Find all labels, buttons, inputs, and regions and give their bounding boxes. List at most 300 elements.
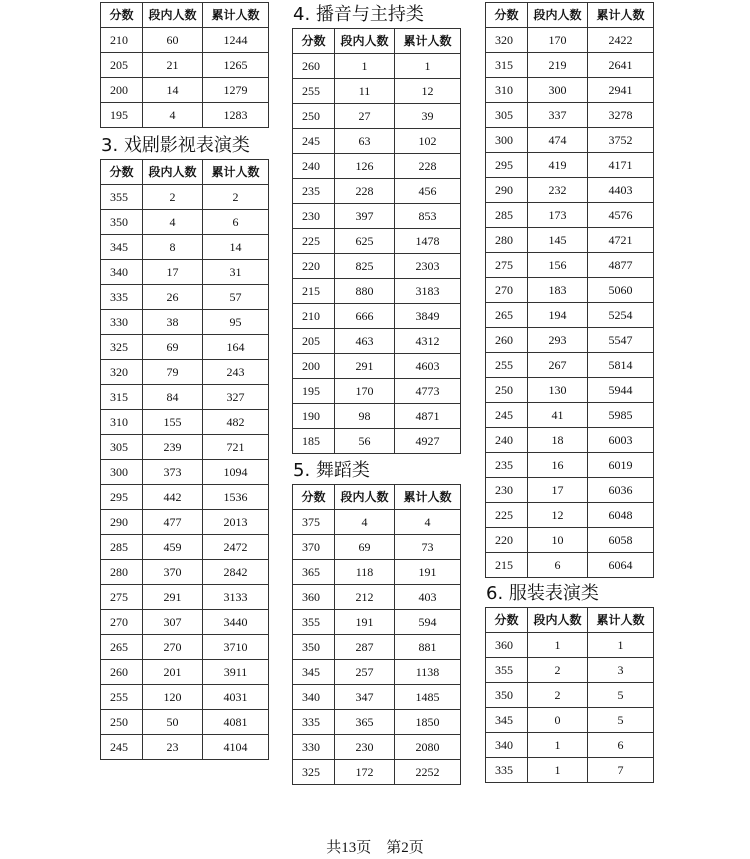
- score-cell: 290: [101, 510, 143, 535]
- score-cell: 305: [486, 103, 528, 128]
- score-cell: 340: [101, 260, 143, 285]
- score-table: [485, 2, 654, 578]
- segment-count-cell: 459: [143, 535, 203, 560]
- table-row: [101, 560, 269, 585]
- score-cell: 240: [486, 428, 528, 453]
- segment-count-cell: 291: [143, 585, 203, 610]
- segment-count-cell: 194: [528, 303, 588, 328]
- segment-count-cell: 293: [528, 328, 588, 353]
- cumulative-count-cell: 2252: [395, 760, 461, 785]
- table-row: [293, 404, 461, 429]
- column-right: [485, 2, 654, 783]
- table-row: [486, 153, 654, 178]
- segment-count-cell: 126: [335, 154, 395, 179]
- table-row: [486, 278, 654, 303]
- score-cell: 275: [486, 253, 528, 278]
- table-row: [293, 735, 461, 760]
- cumulative-count-cell: 1: [395, 54, 461, 79]
- table-row: [293, 610, 461, 635]
- section-title: 4. 播音与主持类: [293, 4, 424, 25]
- cumulative-count-cell: 4877: [588, 253, 654, 278]
- segment-count-cell: 4: [143, 210, 203, 235]
- cumulative-count-cell: 1: [588, 633, 654, 658]
- segment-count-cell: 2: [528, 683, 588, 708]
- score-cell: 265: [486, 303, 528, 328]
- segment-count-cell: 219: [528, 53, 588, 78]
- table-row: [101, 103, 269, 128]
- score-cell: 260: [101, 660, 143, 685]
- segment-count-cell: 397: [335, 204, 395, 229]
- cumulative-count-cell: 4: [395, 510, 461, 535]
- header-row: [293, 29, 461, 54]
- cumulative-count-cell: 2422: [588, 28, 654, 53]
- segment-count-cell: 172: [335, 760, 395, 785]
- score-cell: 350: [101, 210, 143, 235]
- cumulative-count-cell: 6: [588, 733, 654, 758]
- segment-count-cell: 880: [335, 279, 395, 304]
- cumulative-count-cell: 12: [395, 79, 461, 104]
- segment-count-cell: 173: [528, 203, 588, 228]
- table-row: [101, 78, 269, 103]
- segment-count-cell: 118: [335, 560, 395, 585]
- segment-count-cell: 2: [143, 185, 203, 210]
- score-cell: 360: [293, 585, 335, 610]
- cumulative-count-cell: 3710: [203, 635, 269, 660]
- table-row: [101, 635, 269, 660]
- cumulative-count-cell: 721: [203, 435, 269, 460]
- score-cell: 250: [486, 378, 528, 403]
- segment-count-cell: 130: [528, 378, 588, 403]
- table-row: [101, 585, 269, 610]
- score-cell: 315: [486, 53, 528, 78]
- column-header: 段内人数: [335, 29, 395, 54]
- segment-count-cell: 270: [143, 635, 203, 660]
- score-cell: 370: [293, 535, 335, 560]
- score-cell: 345: [293, 660, 335, 685]
- table-row: [486, 453, 654, 478]
- table-row: [293, 79, 461, 104]
- header-row: [293, 485, 461, 510]
- table-row: [101, 660, 269, 685]
- table-row: [486, 103, 654, 128]
- table-row: [293, 635, 461, 660]
- table-row: [101, 610, 269, 635]
- table-row: [486, 428, 654, 453]
- table-block-t5-cont: [485, 2, 654, 578]
- table-row: [101, 335, 269, 360]
- segment-count-cell: 16: [528, 453, 588, 478]
- score-cell: 220: [486, 528, 528, 553]
- table-block-t4: [292, 4, 461, 454]
- cumulative-count-cell: 6036: [588, 478, 654, 503]
- score-cell: 335: [486, 758, 528, 783]
- segment-count-cell: 17: [143, 260, 203, 285]
- cumulative-count-cell: 39: [395, 104, 461, 129]
- cumulative-count-cell: 1850: [395, 710, 461, 735]
- table-row: [486, 53, 654, 78]
- cumulative-count-cell: 6: [203, 210, 269, 235]
- table-row: [486, 128, 654, 153]
- table-row: [486, 403, 654, 428]
- table-row: [101, 260, 269, 285]
- cumulative-count-cell: 1478: [395, 229, 461, 254]
- score-cell: 205: [293, 329, 335, 354]
- cumulative-count-cell: 3183: [395, 279, 461, 304]
- section-title: 6. 服装表演类: [486, 583, 599, 604]
- table-row: [101, 410, 269, 435]
- column-header: 分数: [101, 3, 143, 28]
- table-row: [486, 478, 654, 503]
- segment-count-cell: 27: [335, 104, 395, 129]
- cumulative-count-cell: 4927: [395, 429, 461, 454]
- score-cell: 190: [293, 404, 335, 429]
- cumulative-count-cell: 5944: [588, 378, 654, 403]
- segment-count-cell: 625: [335, 229, 395, 254]
- cumulative-count-cell: 5060: [588, 278, 654, 303]
- segment-count-cell: 0: [528, 708, 588, 733]
- segment-count-cell: 1: [528, 733, 588, 758]
- table-row: [486, 78, 654, 103]
- score-cell: 345: [486, 708, 528, 733]
- table-row: [293, 685, 461, 710]
- table-row: [486, 503, 654, 528]
- column-header: 分数: [486, 3, 528, 28]
- table-row: [293, 510, 461, 535]
- score-cell: 240: [293, 154, 335, 179]
- score-cell: 295: [486, 153, 528, 178]
- table-row: [486, 203, 654, 228]
- score-cell: 185: [293, 429, 335, 454]
- score-cell: 215: [486, 553, 528, 578]
- score-table: [485, 607, 654, 783]
- score-cell: 200: [101, 78, 143, 103]
- score-cell: 330: [293, 735, 335, 760]
- cumulative-count-cell: 5814: [588, 353, 654, 378]
- segment-count-cell: 373: [143, 460, 203, 485]
- cumulative-count-cell: 228: [395, 154, 461, 179]
- score-table: [292, 28, 461, 454]
- segment-count-cell: 1: [528, 758, 588, 783]
- section-title: 5. 舞蹈类: [293, 460, 370, 481]
- score-cell: 245: [293, 129, 335, 154]
- segment-count-cell: 145: [528, 228, 588, 253]
- page-footer: 共13页 第2页: [326, 840, 424, 856]
- segment-count-cell: 14: [143, 78, 203, 103]
- segment-count-cell: 4: [143, 103, 203, 128]
- table-row: [293, 279, 461, 304]
- table-row: [293, 104, 461, 129]
- segment-count-cell: 230: [335, 735, 395, 760]
- segment-count-cell: 191: [335, 610, 395, 635]
- table-row: [293, 254, 461, 279]
- column-header: 段内人数: [143, 3, 203, 28]
- score-cell: 210: [293, 304, 335, 329]
- segment-count-cell: 825: [335, 254, 395, 279]
- score-cell: 230: [293, 204, 335, 229]
- cumulative-count-cell: 4171: [588, 153, 654, 178]
- cumulative-count-cell: 1279: [203, 78, 269, 103]
- cumulative-count-cell: 456: [395, 179, 461, 204]
- column-header: 累计人数: [395, 29, 461, 54]
- cumulative-count-cell: 4603: [395, 354, 461, 379]
- score-cell: 230: [486, 478, 528, 503]
- score-cell: 210: [101, 28, 143, 53]
- score-cell: 375: [293, 510, 335, 535]
- segment-count-cell: 267: [528, 353, 588, 378]
- score-table: [100, 159, 269, 760]
- score-cell: 335: [101, 285, 143, 310]
- cumulative-count-cell: 3440: [203, 610, 269, 635]
- segment-count-cell: 291: [335, 354, 395, 379]
- cumulative-count-cell: 243: [203, 360, 269, 385]
- cumulative-count-cell: 1138: [395, 660, 461, 685]
- header-row: [486, 608, 654, 633]
- table-row: [101, 535, 269, 560]
- segment-count-cell: 2: [528, 658, 588, 683]
- table-row: [101, 310, 269, 335]
- table-row: [101, 235, 269, 260]
- cumulative-count-cell: 6048: [588, 503, 654, 528]
- score-cell: 205: [101, 53, 143, 78]
- score-cell: 195: [101, 103, 143, 128]
- score-cell: 310: [101, 410, 143, 435]
- score-cell: 320: [486, 28, 528, 53]
- score-cell: 325: [101, 335, 143, 360]
- table-row: [293, 660, 461, 685]
- score-cell: 260: [486, 328, 528, 353]
- segment-count-cell: 156: [528, 253, 588, 278]
- cumulative-count-cell: 1265: [203, 53, 269, 78]
- segment-count-cell: 201: [143, 660, 203, 685]
- table-block-t3: [100, 135, 269, 760]
- score-cell: 270: [101, 610, 143, 635]
- score-table: [100, 2, 269, 128]
- score-cell: 355: [101, 185, 143, 210]
- score-cell: 250: [293, 104, 335, 129]
- segment-count-cell: 63: [335, 129, 395, 154]
- score-cell: 255: [101, 685, 143, 710]
- score-cell: 255: [293, 79, 335, 104]
- table-row: [293, 54, 461, 79]
- table-row: [486, 253, 654, 278]
- segment-count-cell: 228: [335, 179, 395, 204]
- table-row: [486, 378, 654, 403]
- segment-count-cell: 50: [143, 710, 203, 735]
- cumulative-count-cell: 6003: [588, 428, 654, 453]
- cumulative-count-cell: 5985: [588, 403, 654, 428]
- cumulative-count-cell: 3911: [203, 660, 269, 685]
- table-row: [101, 685, 269, 710]
- score-table: [292, 484, 461, 785]
- segment-count-cell: 60: [143, 28, 203, 53]
- table-row: [486, 328, 654, 353]
- table-row: [486, 228, 654, 253]
- score-cell: 320: [101, 360, 143, 385]
- segment-count-cell: 38: [143, 310, 203, 335]
- segment-count-cell: 10: [528, 528, 588, 553]
- table-row: [293, 710, 461, 735]
- cumulative-count-cell: 5: [588, 708, 654, 733]
- column-header: 段内人数: [143, 160, 203, 185]
- cumulative-count-cell: 6064: [588, 553, 654, 578]
- table-row: [486, 178, 654, 203]
- score-cell: 285: [101, 535, 143, 560]
- cumulative-count-cell: 4576: [588, 203, 654, 228]
- column-middle: [292, 4, 461, 785]
- cumulative-count-cell: 853: [395, 204, 461, 229]
- cumulative-count-cell: 5: [588, 683, 654, 708]
- table-row: [293, 129, 461, 154]
- segment-count-cell: 365: [335, 710, 395, 735]
- score-cell: 285: [486, 203, 528, 228]
- score-cell: 225: [486, 503, 528, 528]
- cumulative-count-cell: 2641: [588, 53, 654, 78]
- table-row: [101, 210, 269, 235]
- cumulative-count-cell: 2842: [203, 560, 269, 585]
- segment-count-cell: 79: [143, 360, 203, 385]
- cumulative-count-cell: 1094: [203, 460, 269, 485]
- segment-count-cell: 1: [335, 54, 395, 79]
- cumulative-count-cell: 4312: [395, 329, 461, 354]
- score-cell: 225: [293, 229, 335, 254]
- score-cell: 250: [101, 710, 143, 735]
- segment-count-cell: 11: [335, 79, 395, 104]
- segment-count-cell: 8: [143, 235, 203, 260]
- cumulative-count-cell: 1283: [203, 103, 269, 128]
- cumulative-count-cell: 57: [203, 285, 269, 310]
- cumulative-count-cell: 5254: [588, 303, 654, 328]
- score-cell: 355: [486, 658, 528, 683]
- cumulative-count-cell: 6019: [588, 453, 654, 478]
- column-header: 分数: [293, 485, 335, 510]
- score-cell: 350: [486, 683, 528, 708]
- cumulative-count-cell: 4403: [588, 178, 654, 203]
- score-cell: 350: [293, 635, 335, 660]
- table-row: [486, 658, 654, 683]
- table-row: [293, 354, 461, 379]
- segment-count-cell: 474: [528, 128, 588, 153]
- cumulative-count-cell: 594: [395, 610, 461, 635]
- score-cell: 335: [293, 710, 335, 735]
- cumulative-count-cell: 4081: [203, 710, 269, 735]
- section-title: 3. 戏剧影视表演类: [101, 135, 250, 156]
- score-cell: 315: [101, 385, 143, 410]
- score-cell: 330: [101, 310, 143, 335]
- column-left: [100, 2, 269, 760]
- score-cell: 270: [486, 278, 528, 303]
- segment-count-cell: 477: [143, 510, 203, 535]
- cumulative-count-cell: 3: [588, 658, 654, 683]
- table-row: [101, 460, 269, 485]
- column-header: 累计人数: [588, 608, 654, 633]
- header-row: [101, 3, 269, 28]
- segment-count-cell: 69: [143, 335, 203, 360]
- table-row: [101, 735, 269, 760]
- segment-count-cell: 463: [335, 329, 395, 354]
- segment-count-cell: 232: [528, 178, 588, 203]
- score-cell: 325: [293, 760, 335, 785]
- table-row: [486, 758, 654, 783]
- table-row: [293, 429, 461, 454]
- cumulative-count-cell: 403: [395, 585, 461, 610]
- segment-count-cell: 170: [335, 379, 395, 404]
- column-header: 累计人数: [395, 485, 461, 510]
- segment-count-cell: 69: [335, 535, 395, 560]
- segment-count-cell: 12: [528, 503, 588, 528]
- table-row: [293, 154, 461, 179]
- table-row: [101, 510, 269, 535]
- score-cell: 305: [101, 435, 143, 460]
- score-cell: 215: [293, 279, 335, 304]
- table-row: [293, 329, 461, 354]
- segment-count-cell: 18: [528, 428, 588, 453]
- cumulative-count-cell: 1485: [395, 685, 461, 710]
- score-cell: 220: [293, 254, 335, 279]
- table-row: [101, 360, 269, 385]
- cumulative-count-cell: 482: [203, 410, 269, 435]
- segment-count-cell: 84: [143, 385, 203, 410]
- table-row: [101, 485, 269, 510]
- score-cell: 235: [486, 453, 528, 478]
- cumulative-count-cell: 4871: [395, 404, 461, 429]
- cumulative-count-cell: 2080: [395, 735, 461, 760]
- segment-count-cell: 239: [143, 435, 203, 460]
- cumulative-count-cell: 3133: [203, 585, 269, 610]
- segment-count-cell: 300: [528, 78, 588, 103]
- cumulative-count-cell: 881: [395, 635, 461, 660]
- segment-count-cell: 4: [335, 510, 395, 535]
- segment-count-cell: 155: [143, 410, 203, 435]
- table-row: [293, 204, 461, 229]
- cumulative-count-cell: 3849: [395, 304, 461, 329]
- cumulative-count-cell: 14: [203, 235, 269, 260]
- table-row: [486, 303, 654, 328]
- segment-count-cell: 170: [528, 28, 588, 53]
- score-cell: 235: [293, 179, 335, 204]
- score-cell: 295: [101, 485, 143, 510]
- cumulative-count-cell: 73: [395, 535, 461, 560]
- table-row: [293, 760, 461, 785]
- segment-count-cell: 257: [335, 660, 395, 685]
- cumulative-count-cell: 2303: [395, 254, 461, 279]
- cumulative-count-cell: 2941: [588, 78, 654, 103]
- cumulative-count-cell: 7: [588, 758, 654, 783]
- cumulative-count-cell: 1244: [203, 28, 269, 53]
- score-cell: 310: [486, 78, 528, 103]
- score-cell: 245: [486, 403, 528, 428]
- score-cell: 280: [101, 560, 143, 585]
- cumulative-count-cell: 4031: [203, 685, 269, 710]
- table-row: [293, 179, 461, 204]
- segment-count-cell: 6: [528, 553, 588, 578]
- column-header: 累计人数: [203, 160, 269, 185]
- cumulative-count-cell: 95: [203, 310, 269, 335]
- cumulative-count-cell: 3752: [588, 128, 654, 153]
- cumulative-count-cell: 5547: [588, 328, 654, 353]
- score-cell: 290: [486, 178, 528, 203]
- table-row: [486, 683, 654, 708]
- segment-count-cell: 1: [528, 633, 588, 658]
- segment-count-cell: 23: [143, 735, 203, 760]
- score-cell: 345: [101, 235, 143, 260]
- table-row: [486, 28, 654, 53]
- header-row: [486, 3, 654, 28]
- score-cell: 300: [486, 128, 528, 153]
- cumulative-count-cell: 2013: [203, 510, 269, 535]
- score-cell: 260: [293, 54, 335, 79]
- table-row: [293, 535, 461, 560]
- cumulative-count-cell: 4721: [588, 228, 654, 253]
